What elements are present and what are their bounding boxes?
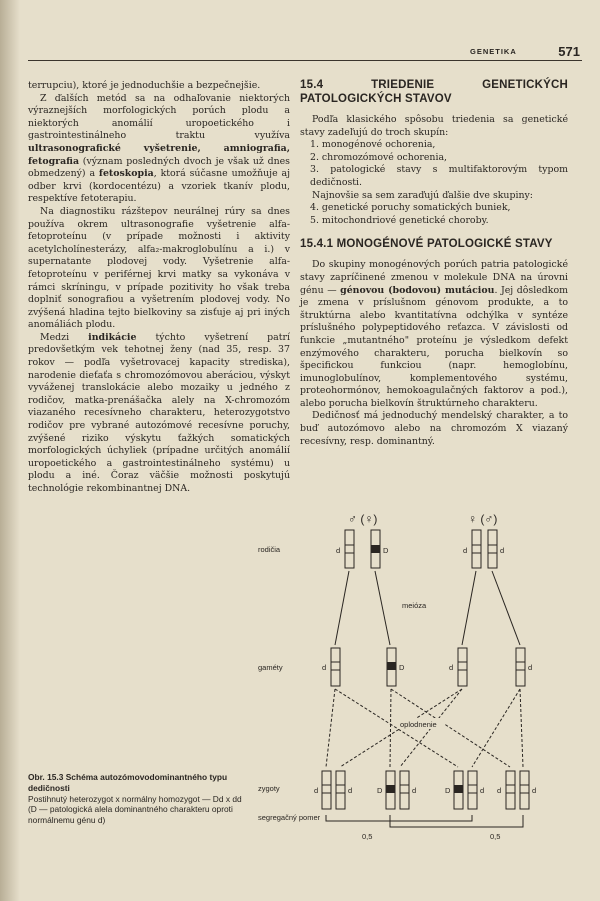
ratio-value: 0,5: [362, 832, 373, 841]
paragraph: Z ďalších metód sa na odhaľovanie niektorých výraznejších morfologických porúch plodu a niektorých anomálií uropoetického i gastrointestinálneho traktu využíva ultrasonografické vyšetrenie, amniografia, fetografia (význam posledných dvoch je však už dnes obmedzený) a fetoskopia, ktorá súčasne umožňuje aj odber krvi (kordocentézu) a vzoriek tkanív plodu, respektíve fetoterapiu.: [28, 92, 290, 205]
list-item: 4. genetické poruchy somatických buniek,: [310, 202, 511, 214]
paragraph: Najnovšie sa sem zaraďujú ďalšie dve skupiny:: [312, 189, 533, 201]
svg-text:d: d: [412, 786, 417, 795]
paragraph: Na diagnostiku rázštepov neurálnej rúry sa dnes používa okrem ultrasonografie vyšetrenie alfa-fetoproteínu (v prípade možnosti i aktivity acetylcholínesterázy, alfa₂-makroglobulínu a i.) v supernatante plodovej vody. Vyšetrenie alfa-fetoproteínu v periférnej krvi matky sa vykonáva v rámci skríningu, v prípade pozitivity ho však treba doplniť sonografiou a vyšetrením plodovej vody. No zvýšená hladina tejto bielkoviny sa zisťuje aj pri iných anomáliách plodu.: [28, 205, 290, 331]
label-parents: rodičia: [258, 545, 281, 554]
sex-symbol-right: ♀ (♂): [468, 512, 498, 526]
sex-symbol-left: ♂ (♀): [348, 512, 378, 526]
svg-text:d: d: [532, 786, 537, 795]
zygote-Dd-2: [445, 771, 484, 809]
parent-left-chromosomes: [336, 530, 389, 568]
svg-text:D: D: [377, 786, 383, 795]
paragraph: Medzi indikácie týchto vyšetrení patrí predovšetkým vek tehotnej ženy (nad 35, resp. 37 rokov — podľa vyšetrovacej kapacity strediska), narodenie dieťaťa s chromozómovou aberáciou, výskyt vyváženej translokácie alebo mozaiky u jedného z rodičov, matka-prenášačka alely na X-chromozóm viazaného recesívneho charakteru, heterozygotstvo rodičov pre vybrané autozómové recesívne poruchy, zvýšené riziko výskytu ťažkých somatických morfologických úchyliek (prípadne určitých anomálií uropoetického a gastrointestinálneho systému) u plodu a iné. Čoraz väčšie možnosti poskytujú technológie rekombinantnej DNA.: [28, 331, 290, 494]
svg-text:d: d: [480, 786, 485, 795]
list-item: 5. mitochondriové genetické choroby.: [310, 214, 489, 226]
running-header: [470, 44, 580, 60]
svg-text:d: d: [497, 786, 502, 795]
section-heading: 15.4 TRIEDENIE GENETICKÝCH PATOLOGICKÝCH STAVOV: [300, 79, 568, 105]
paragraph: Do skupiny monogénových porúch patria patologické stavy zapríčinené zmenou v molekule DNA na úrovni génu — génovou (bodovou) mutáciou. Jej dôsledkom je zmena v príslušnom génovom produkte, a to štruktúrna alebo kvantitatívna odchýlka v syntéze príslušného polypeptidového reťazca. V závislosti od funkcie „mutantného" proteínu je výsledkom defekt enzýmového charakteru, porucha bielkovín so špecifickou funkciou (napr. hemoglobínu, imunoglobulínov, komplementového systému, proteohormónov, hemokoagulačných faktorov a pod.), alebo porucha bielkovín štruktúrneho charakteru.: [300, 259, 568, 409]
label-zygotes: zygoty: [258, 784, 280, 793]
header-rule: [28, 60, 582, 61]
running-header-title: GENETIKA: [470, 47, 517, 56]
paragraph: Podľa klasického spôsobu triedenia sa genetické stavy zadeľujú do troch skupín:: [300, 114, 568, 138]
label-ratio: segregačný pomer: [258, 813, 321, 822]
page-gutter-shadow: [0, 0, 20, 901]
figure-caption-title: Obr. 15.3 Schéma autozómovodominantného typu dedičnosti: [28, 772, 228, 793]
list-item: 1. monogénové ochorenia,: [310, 139, 436, 151]
right-column: [300, 78, 568, 448]
zygote-dd-2: [497, 771, 536, 809]
svg-text:D: D: [445, 786, 451, 795]
svg-text:d: d: [348, 786, 353, 795]
subsection-heading: 15.4.1 MONOGÉNOVÉ PATOLOGICKÉ STAVY: [300, 238, 553, 251]
ratio-value: 0,5: [490, 832, 501, 841]
allele: d: [336, 546, 341, 555]
ratio-brackets: [326, 815, 523, 827]
allele: d: [449, 663, 454, 672]
allele: d: [463, 546, 468, 555]
allele: d: [528, 663, 533, 672]
allele: D: [383, 546, 389, 555]
fertilization-label: oplodnenie: [400, 720, 437, 729]
allele: d: [500, 546, 505, 555]
extra-classification-list: [300, 202, 568, 227]
allele: D: [399, 663, 405, 672]
list-item: 3. patologické stavy s multifaktorovým typom dedičnosti.: [310, 164, 568, 188]
zygote-Dd-1: [377, 771, 416, 809]
parent-right-chromosomes: [463, 530, 504, 568]
left-column: [28, 80, 290, 496]
zygote-dd-1: [314, 771, 352, 809]
meiosis-label: meióza: [402, 601, 427, 610]
figure-caption: [28, 772, 243, 826]
label-gametes: gaméty: [258, 663, 283, 672]
svg-text:d: d: [314, 786, 319, 795]
list-item: 2. chromozómové ochorenia,: [310, 151, 448, 163]
figure-caption-text: Postihnutý heterozygot x normálny homozygot — Dd x dd (D — patologická alela dominantného charakteru oproti normálnemu génu d): [28, 793, 242, 826]
paragraph: Dedičnosť má jednoduchý mendelský charakter, a to buď autozómovo alebo na chromozóm X viazaný recesívny, resp. dominantný.: [300, 410, 568, 447]
classification-list: [300, 139, 568, 189]
allele: d: [322, 663, 327, 672]
gametes: [322, 648, 532, 686]
paragraph: terrupciu), ktoré je jednoduchšie a bezpečnejšie.: [28, 80, 261, 91]
meiosis-arrows: [335, 571, 520, 645]
inheritance-diagram: [240, 505, 582, 845]
page-number: 571: [558, 44, 580, 59]
